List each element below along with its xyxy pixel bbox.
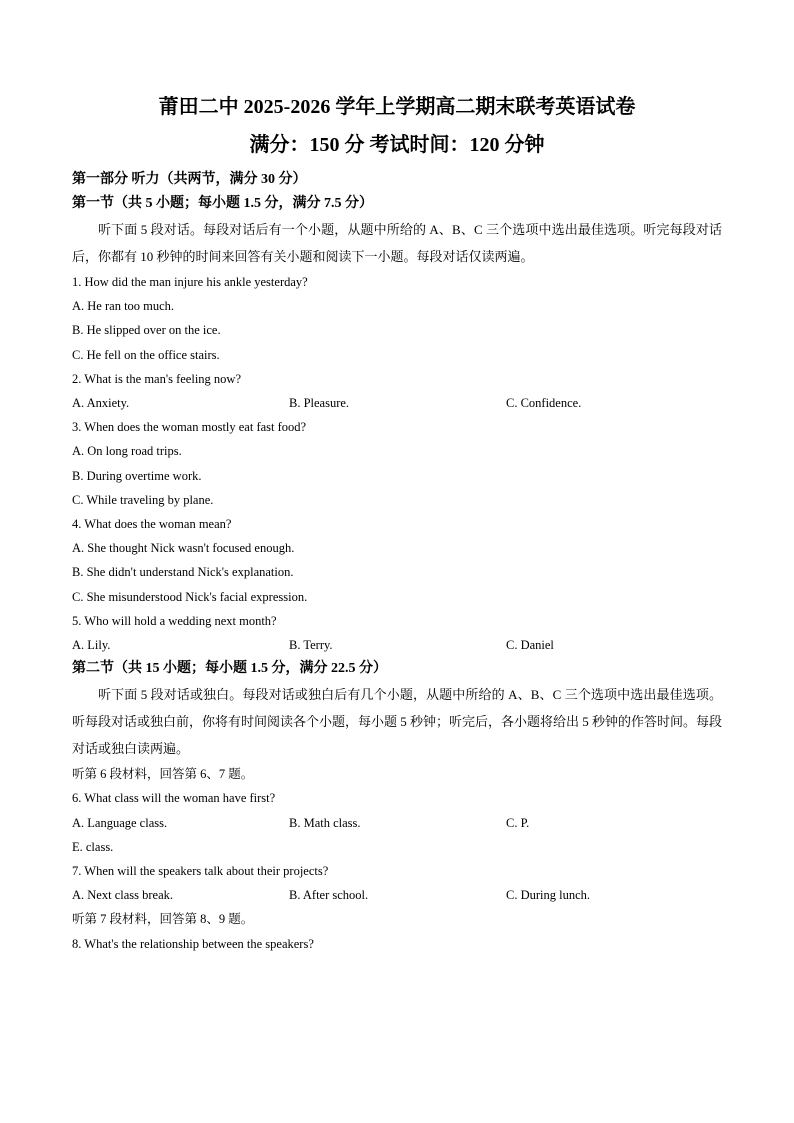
question-8: 8. What's the relationship between the speakers? <box>72 936 314 951</box>
part1-heading: 第一部分 听力（共两节，满分 30 分） <box>72 172 307 187</box>
question-7-option-b: B. After school. <box>289 888 369 903</box>
question-3-option-c: C. While traveling by plane. <box>72 492 214 507</box>
question-1-option-c: C. He fell on the office stairs. <box>72 347 220 362</box>
section1-heading: 第一节（共 5 小题；每小题 1.5 分，满分 7.5 分） <box>72 196 373 211</box>
question-4-option-a: A. She thought Nick wasn't focused enough. <box>72 541 295 556</box>
question-6-option-b: B. Math class. <box>289 815 361 830</box>
question-2-option-c: C. Confidence. <box>506 396 582 411</box>
question-4: 4. What does the woman mean? <box>72 517 232 532</box>
question-6-option-c: C. P. <box>506 815 530 830</box>
question-3: 3. When does the woman mostly eat fast food? <box>72 420 307 435</box>
exam-title: 莆田二中 2025-2026 学年上学期高二期末联考英语试卷 <box>158 96 636 118</box>
material-7-note: 听第 7 段材料，回答第 8、9 题。 <box>72 912 254 927</box>
section1-instructions: 听下面 5 段对话。每段对话后有一个小题，从题中所给的 A、B、C 三个选项中选出最佳选项。听完每段对话后，你都有 10 秒钟的时间来回答有关小题和阅读下一小题。每段对话仅读两遍。 <box>72 222 722 264</box>
question-6-option-c-continued: E. class. <box>72 839 114 854</box>
section2-instructions: 听下面 5 段对话或独白。每段对话或独白后有几个小题，从题中所给的 A、B、C 三个选项中选出最佳选项。听每段对话或独白前，你将有时间阅读各个小题，每小题 5 秒钟；听完后，各小题将给出 5 秒钟的作答时间。每段对话或独白读两遍。 <box>72 687 723 757</box>
question-7-option-a: A. Next class break. <box>72 888 174 903</box>
question-3-option-a: A. On long road trips. <box>72 444 182 459</box>
question-5-option-b: B. Terry. <box>289 638 333 653</box>
question-7-options <box>72 883 722 907</box>
question-1-option-a: A. He ran too much. <box>72 299 175 314</box>
question-6: 6. What class will the woman have first? <box>72 791 276 806</box>
question-2-options <box>72 391 722 415</box>
question-6-option-a: A. Language class. <box>72 815 168 830</box>
question-2-option-b: B. Pleasure. <box>289 396 350 411</box>
question-1-option-b: B. He slipped over on the ice. <box>72 323 221 338</box>
question-5-options <box>72 633 722 657</box>
material-6-note: 听第 6 段材料，回答第 6、7 题。 <box>72 767 254 782</box>
question-3-option-b: B. During overtime work. <box>72 468 202 483</box>
question-4-option-c: C. She misunderstood Nick's facial expression. <box>72 589 308 604</box>
question-6-options <box>72 811 722 835</box>
question-2: 2. What is the man's feeling now? <box>72 371 241 386</box>
question-5-option-c: C. Daniel <box>506 638 554 653</box>
question-1: 1. How did the man injure his ankle yesterday? <box>72 275 308 289</box>
question-7-option-c: C. During lunch. <box>506 888 591 903</box>
question-7: 7. When will the speakers talk about their projects? <box>72 864 329 879</box>
question-5: 5. Who will hold a wedding next month? <box>72 613 277 628</box>
section2-heading: 第二节（共 15 小题；每小题 1.5 分，满分 22.5 分） <box>72 661 387 677</box>
question-2-option-a: A. Anxiety. <box>72 396 130 411</box>
question-5-option-a: A. Lily. <box>72 638 111 653</box>
exam-subtitle: 满分：150 分 考试时间：120 分钟 <box>249 134 545 156</box>
question-4-option-b: B. She didn't understand Nick's explanation. <box>72 565 294 580</box>
